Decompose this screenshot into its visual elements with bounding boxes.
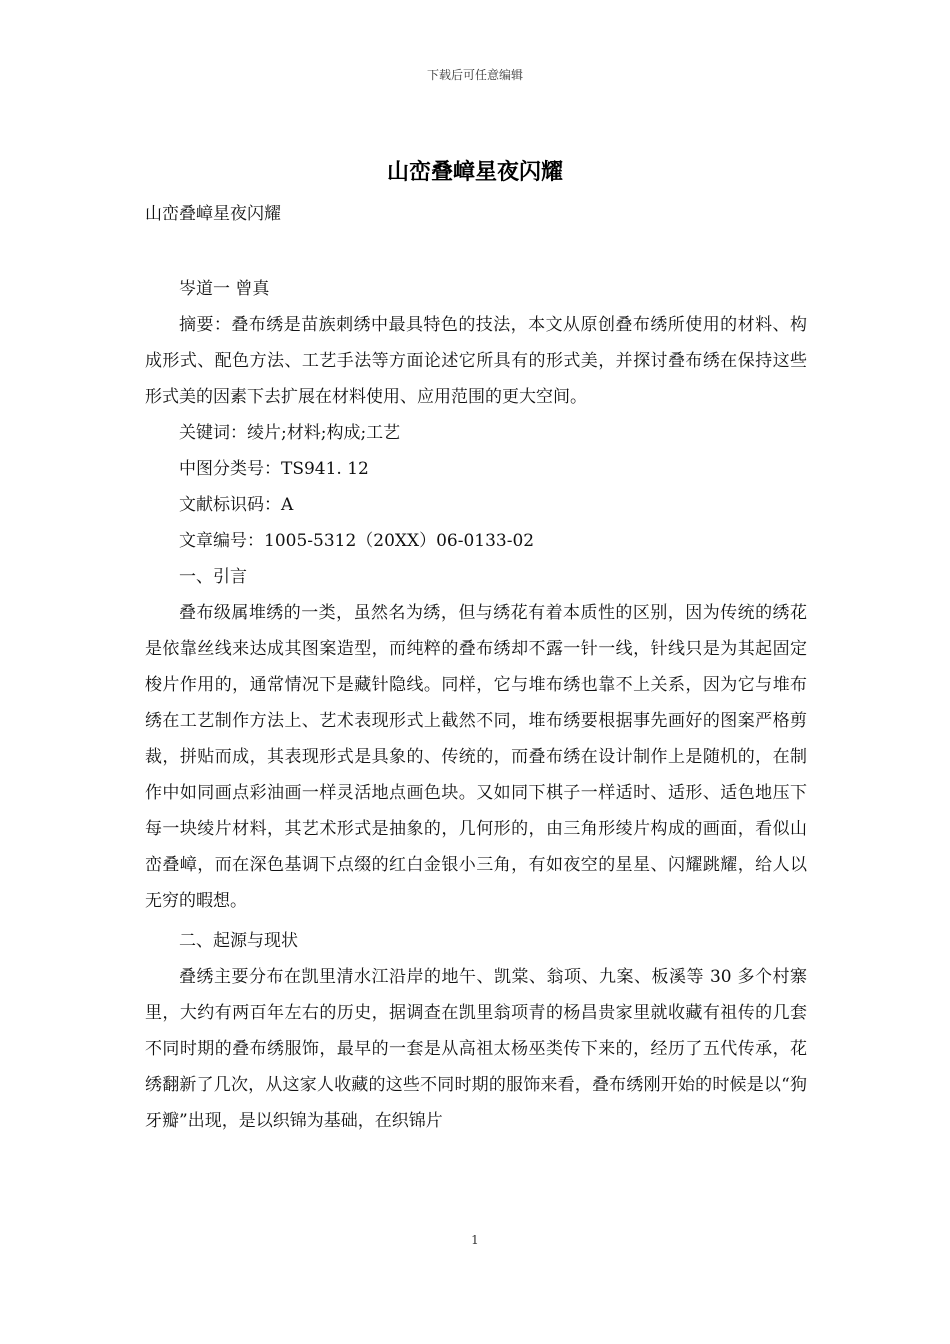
clc-number-line: 中图分类号：TS941. 12	[179, 459, 369, 479]
introduction-paragraph: 叠布级属堆绣的一类，虽然名为绣，但与绣花有着本质性的区别，因为传统的绣花是依靠丝线来达成其图案造型，而纯粹的叠布绣却不露一针一线，针线只是为其起固定梭片作用的，通常情况下是藏针隐线。同样，它与堆布绣也靠不上关系，因为它与堆布绣在工艺制作方法上、艺术表现形式上截然不同，堆布绣要根据事先画好的图案严格剪裁，拼贴而成，其表现形式是具象的、传统的，而叠布绣在设计制作上是随机的，在制作中如同画点彩油画一样灵活地点画色块。又如同下棋子一样适时、适形、适色地压下每一块绫片材料，其艺术形式是抽象的，几何形的，由三角形绫片构成的画面，看似山峦叠嶂，而在深色基调下点缀的红白金银小三角，有如夜空的星星、闪耀跳耀，给人以无穷的暇想。	[145, 603, 807, 911]
authors-line: 岑道一 曾真	[179, 279, 270, 299]
document-body	[145, 197, 807, 1139]
spacer	[145, 231, 807, 271]
document-subtitle: 山峦叠嶂星夜闪耀	[145, 204, 281, 224]
abstract-paragraph: 摘要：叠布绣是苗族刺绣中最具特色的技法，本文从原创叠布绣所使用的材料、构成形式、配色方法、工艺手法等方面论述它所具有的形式美，并探讨叠布绣在保持这些形式美的因素下去扩展在材料使用、应用范围的更大空间。	[145, 315, 807, 407]
document-code-line: 文献标识码：A	[179, 495, 294, 515]
article-number-line: 文章编号：1005-5312（20XX）06-0133-02	[179, 531, 535, 551]
section-heading-origin: 二、起源与现状	[179, 931, 298, 951]
keywords-line: 关键词：绫片;材料;构成;工艺	[179, 423, 401, 443]
page-number: 1	[471, 1233, 479, 1247]
document-title: 山峦叠嶂星夜闪耀	[386, 159, 563, 185]
origin-paragraph: 叠绣主要分布在凯里清水江沿岸的地午、凯棠、翁项、九案、板溪等 30 多个村寨里，大约有两百年左右的历史，据调查在凯里翁项青的杨昌贵家里就收藏有祖传的几套不同时期的叠布绣服饰，最早的一套是从高祖太杨巫类传下来的，经历了五代传承，花绣翻新了几次，从这家人收藏的这些不同时期的服饰来看，叠布绣刚开始的时候是以“狗牙瓣”出现，是以织锦为基础，在织锦片	[145, 967, 807, 1131]
section-heading-introduction: 一、引言	[179, 567, 247, 587]
page-header-note: 下载后可任意编辑	[426, 68, 523, 82]
